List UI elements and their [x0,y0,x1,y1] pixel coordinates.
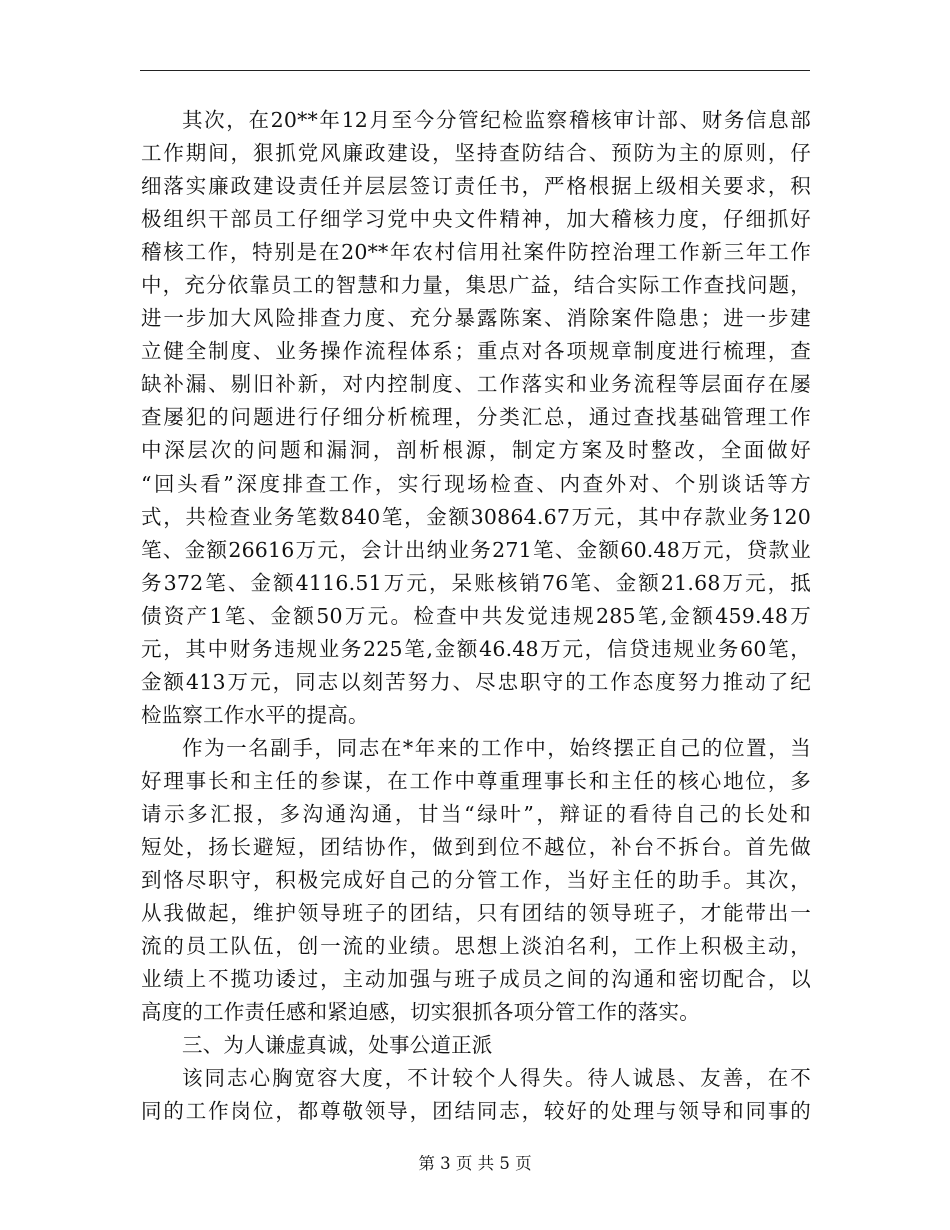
text-line: 笔、金额26616万元，会计出纳业务271笔、金额60.48万元，贷款业 [141,537,811,562]
text-line: 债资产1笔、金额50万元。检查中共发觉违规285笔,金额459.48万 [141,603,811,628]
text-line: 进一步加大风险排查力度、充分暴露陈案、消除案件隐患；进一步建 [141,306,811,331]
text-line: 短处，扬长避短，团结协作，做到到位不越位，补台不拆台。首先做 [141,835,811,860]
text-line: 该同志心胸宽容大度，不计较个人得失。待人诚恳、友善，在不 [182,1066,811,1091]
text-line: 元，其中财务违规业务225笔,金额46.48万元，信贷违规业务60笔， [141,636,811,661]
text-line: 工作期间，狠抓党风廉政建设，坚持查防结合、预防为主的原则，仔 [141,141,811,166]
text-line: 金额413万元，同志以刻苦努力、尽忠职守的工作态度努力推动了纪 [141,669,811,694]
text-line: 细落实廉政建设责任并层层签订责任书，严格根据上级相关要求，积 [141,174,811,199]
text-line: 业绩上不揽功诿过，主动加强与班子成员之间的沟通和密切配合，以 [141,967,811,992]
text-line: 其次，在20**年12月至今分管纪检监察稽核审计部、财务信息部 [182,108,811,132]
text-line: 立健全制度、业务操作流程体系；重点对各项规章制度进行梳理，查 [141,339,811,364]
text-line: 中深层次的问题和漏洞，剖析根源，制定方案及时整改，全面做好 [141,438,811,463]
text-line: 查屡犯的问题进行仔细分析梳理，分类汇总，通过查找基础管理工作 [141,405,811,430]
text-line: 到恪尽职守，积极完成好自己的分管工作，当好主任的助手。其次， [141,868,811,893]
text-line: 中，充分依靠员工的智慧和力量，集思广益，结合实际工作查找问题， [141,273,811,298]
text-line: 好理事长和主任的参谋，在工作中尊重理事长和主任的核心地位，多 [141,768,811,793]
text-line: 缺补漏、剔旧补新，对内控制度、工作落实和业务流程等层面存在屡 [141,372,811,397]
text-line: 检监察工作水平的提高。 [141,702,369,727]
text-line: 请示多汇报，多沟通沟通，甘当“绿叶”，辩证的看待自己的长处和 [141,801,811,826]
text-line: 稽核工作，特别是在20**年农村信用社案件防控治理工作新三年工作 [141,240,811,265]
text-line: 式，共检查业务笔数840笔，金额30864.67万元，其中存款业务120 [141,504,811,529]
text-line: 高度的工作责任感和紧迫感，切实狠抓各项分管工作的落实。 [141,1000,700,1025]
header-rule [140,70,810,71]
text-line: 从我做起，维护领导班子的团结，只有团结的领导班子，才能带出一 [141,901,811,926]
text-line: 同的工作岗位，都尊敬领导，团结同志，较好的处理与领导和同事的 [141,1099,811,1124]
text-line: “回头看”深度排查工作，实行现场检查、内查外对、个别谈话等方 [141,471,811,496]
text-line: 流的员工队伍，创一流的业绩。思想上淡泊名利，工作上积极主动， [141,934,811,959]
text-line: 务372笔、金额4116.51万元，呆账核销76笔、金额21.68万元，抵 [141,570,811,595]
text-line: 作为一名副手，同志在*年来的工作中，始终摆正自己的位置，当 [182,735,811,760]
page-footer: 第 3 页 共 5 页 [418,1154,532,1173]
document-body [141,104,811,1128]
text-line: 三、为人谦虚真诚，处事公道正派 [182,1033,493,1058]
text-line: 极组织干部员工仔细学习党中央文件精神，加大稽核力度，仔细抓好 [141,207,811,232]
